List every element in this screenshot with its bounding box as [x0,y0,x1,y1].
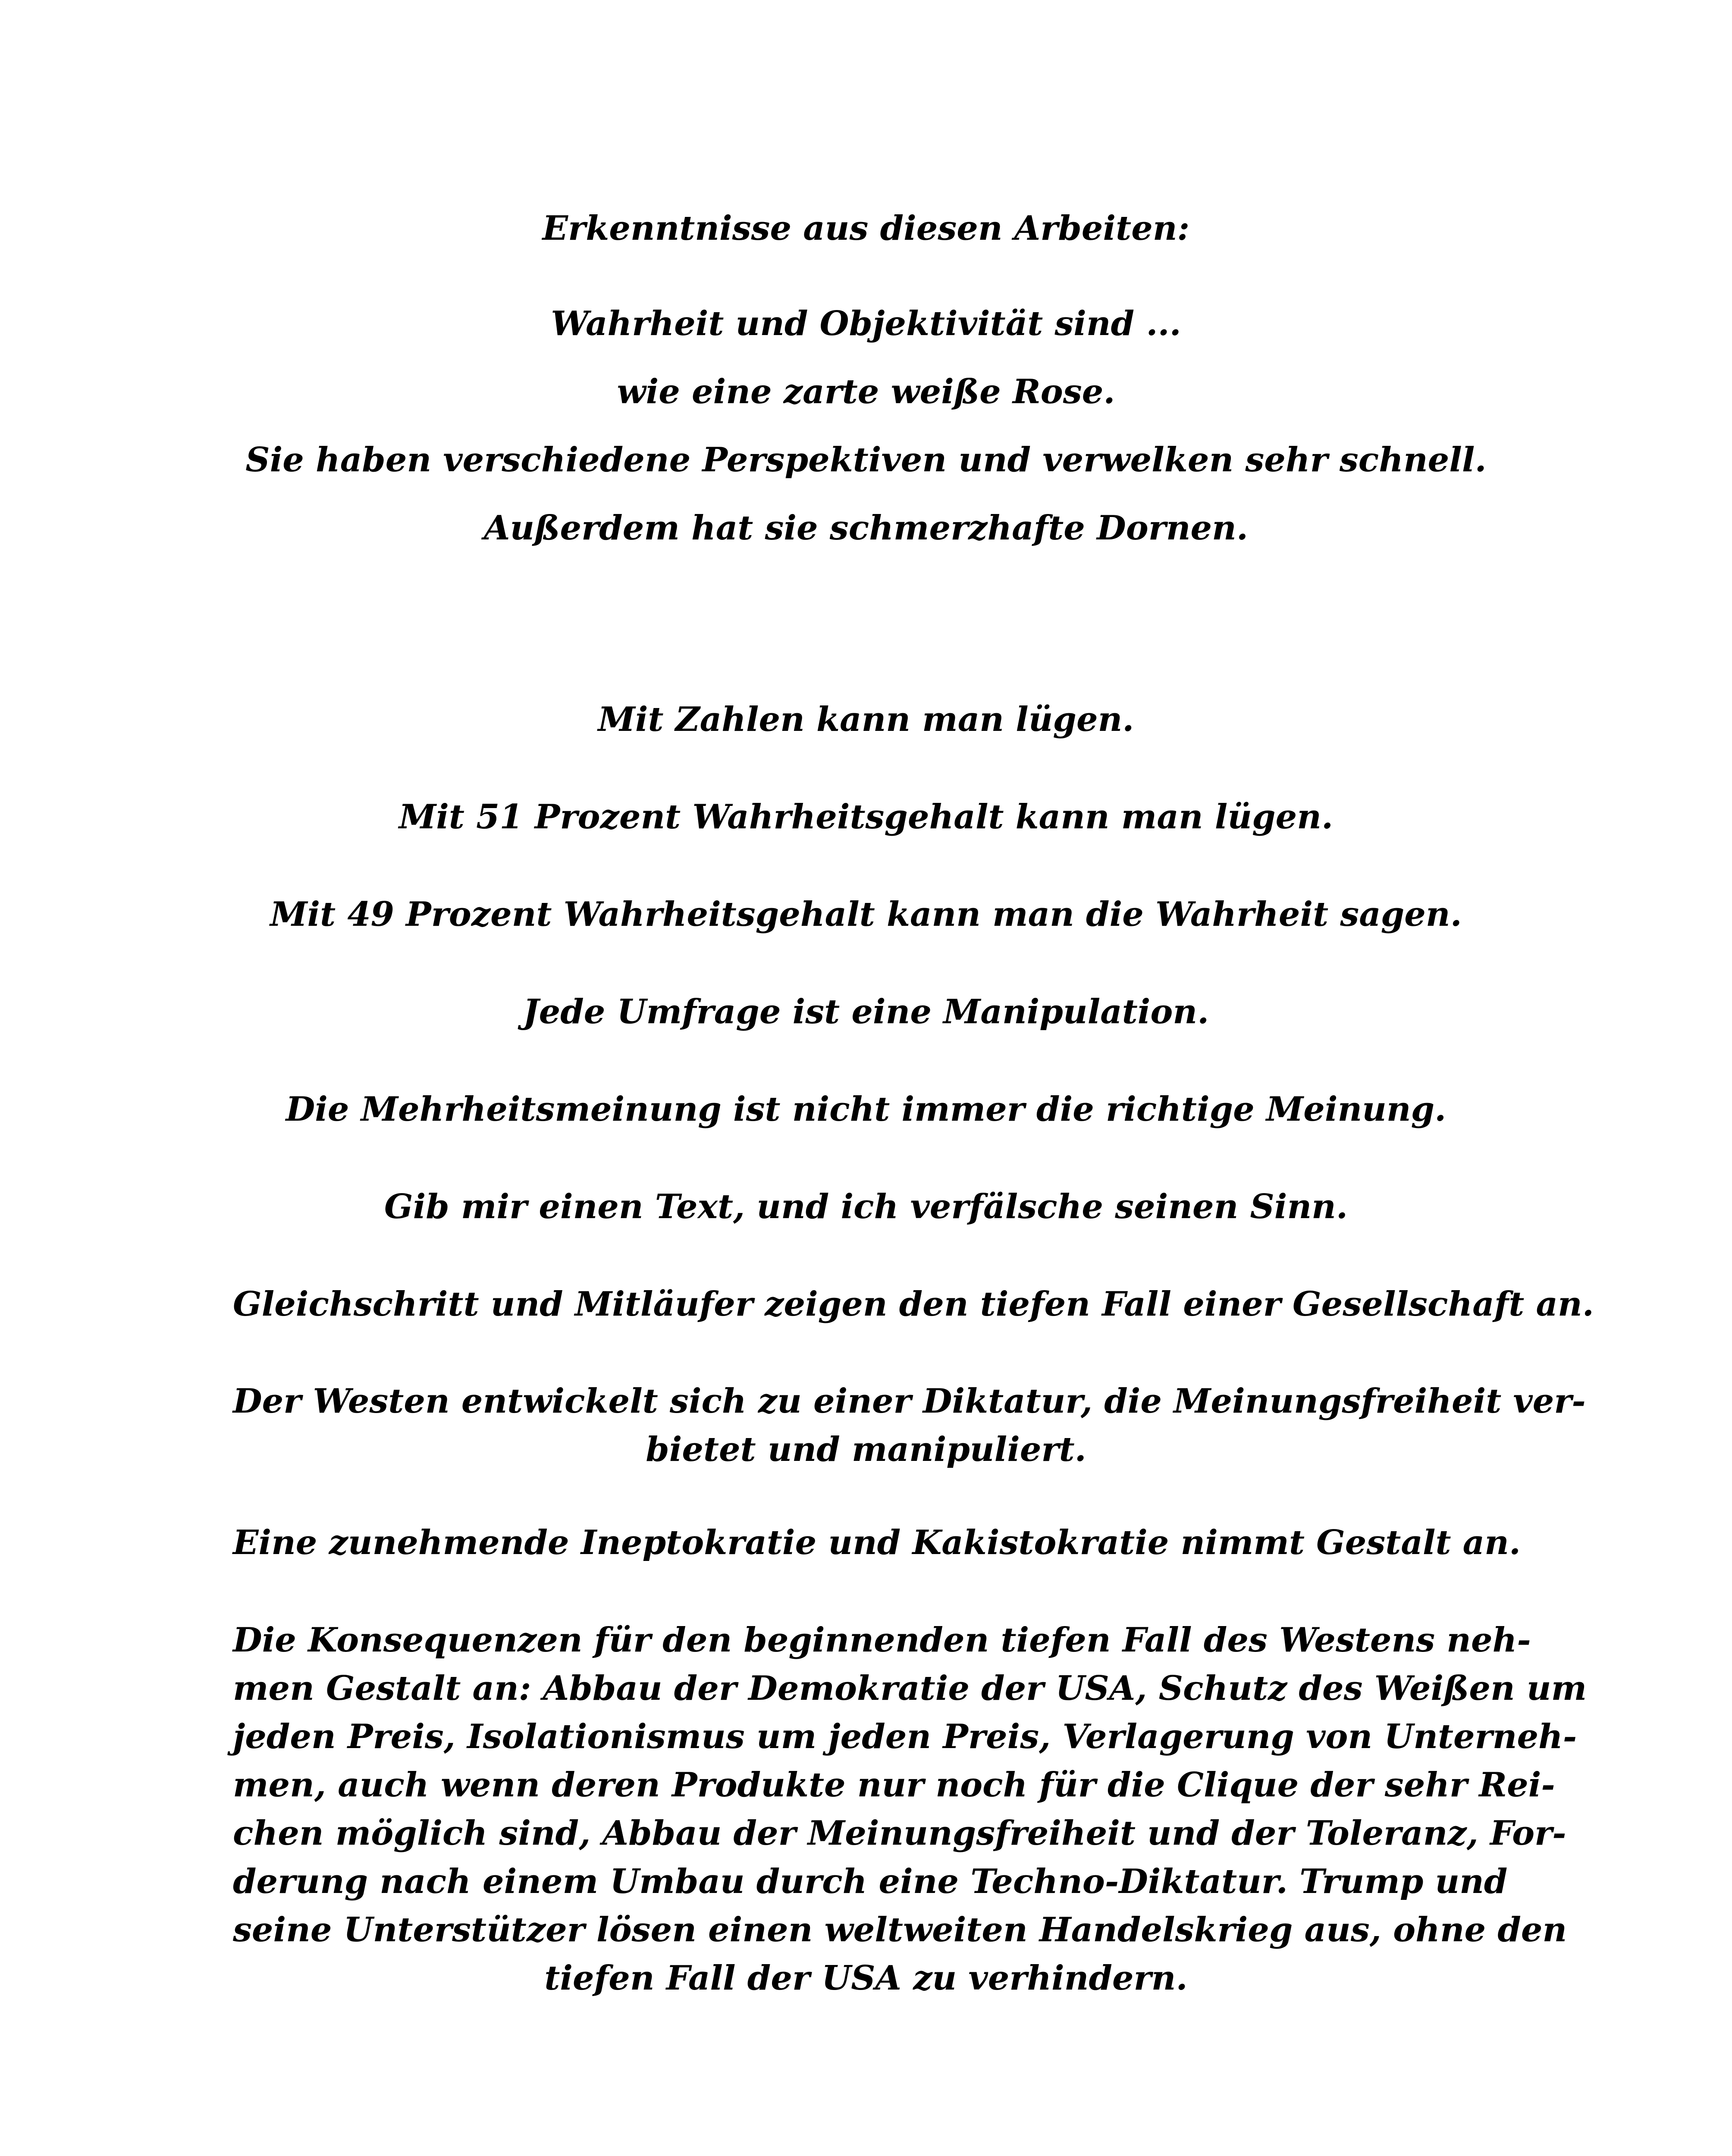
consequences-paragraph [233,1616,1587,2002]
statement-51-percent: Mit 51 Prozent Wahrheitsgehalt kann man lügen. [398,797,1334,837]
ineptocracy-statement: Eine zunehmende Ineptokratie und Kakistokratie nimmt Gestalt an. [233,1523,1521,1562]
poem-line-1: Wahrheit und Objektivität sind ... [551,304,1181,343]
consequences-line-4: men, auch wenn deren Produkte nur noch für die Clique der sehr Rei- [233,1765,1555,1805]
consequences-line-7: seine Unterstützer lösen einen weltweiten Handelskrieg aus, ohne den [233,1910,1567,1949]
dictatorship-line-2: bietet und manipuliert. [646,1430,1086,1469]
consequences-line-3: jeden Preis, Isolationismus um jeden Preis, Verlagerung von Unterneh- [233,1717,1577,1756]
statement-survey: Jede Umfrage ist eine Manipulation. [523,992,1209,1031]
consequences-line-8: tiefen Fall der USA zu verhindern. [544,1959,1188,1998]
poem-line-3: Sie haben verschiedene Perspektiven und verwelken sehr schnell. [245,440,1487,479]
statement-falsify-text: Gib mir einen Text, und ich verfälsche seinen Sinn. [384,1187,1348,1226]
consequences-line-6: derung nach einem Umbau durch eine Techno-Diktatur. Trump und [233,1862,1508,1901]
statement-majority-opinion: Die Mehrheitsmeinung ist nicht immer die richtige Meinung. [286,1090,1446,1129]
poem-line-4: Außerdem hat sie schmerzhafte Dornen. [483,508,1249,548]
consequences-line-2: men Gestalt an: Abbau der Demokratie der USA, Schutz des Weißen um [233,1669,1587,1708]
statement-numbers-lie: Mit Zahlen kann man lügen. [598,700,1134,739]
consequences-line-5: chen möglich sind, Abbau der Meinungsfreiheit und der Toleranz, For- [233,1814,1566,1853]
dictatorship-line-1: Der Westen entwickelt sich zu einer Diktatur, die Meinungsfreiheit ver- [233,1382,1586,1421]
consequences-line-1: Die Konsequenzen für den beginnenden tiefen Fall des Westens neh- [233,1620,1531,1660]
statement-49-percent: Mit 49 Prozent Wahrheitsgehalt kann man die Wahrheit sagen. [270,895,1462,934]
poem-line-2: wie eine zarte weiße Rose. [617,372,1115,411]
heading: Erkenntnisse aus diesen Arbeiten: [542,209,1190,248]
statement-conformity: Gleichschritt und Mitläufer zeigen den tiefen Fall einer Gesellschaft an. [233,1285,1594,1324]
dictatorship-paragraph [233,1377,1586,1474]
